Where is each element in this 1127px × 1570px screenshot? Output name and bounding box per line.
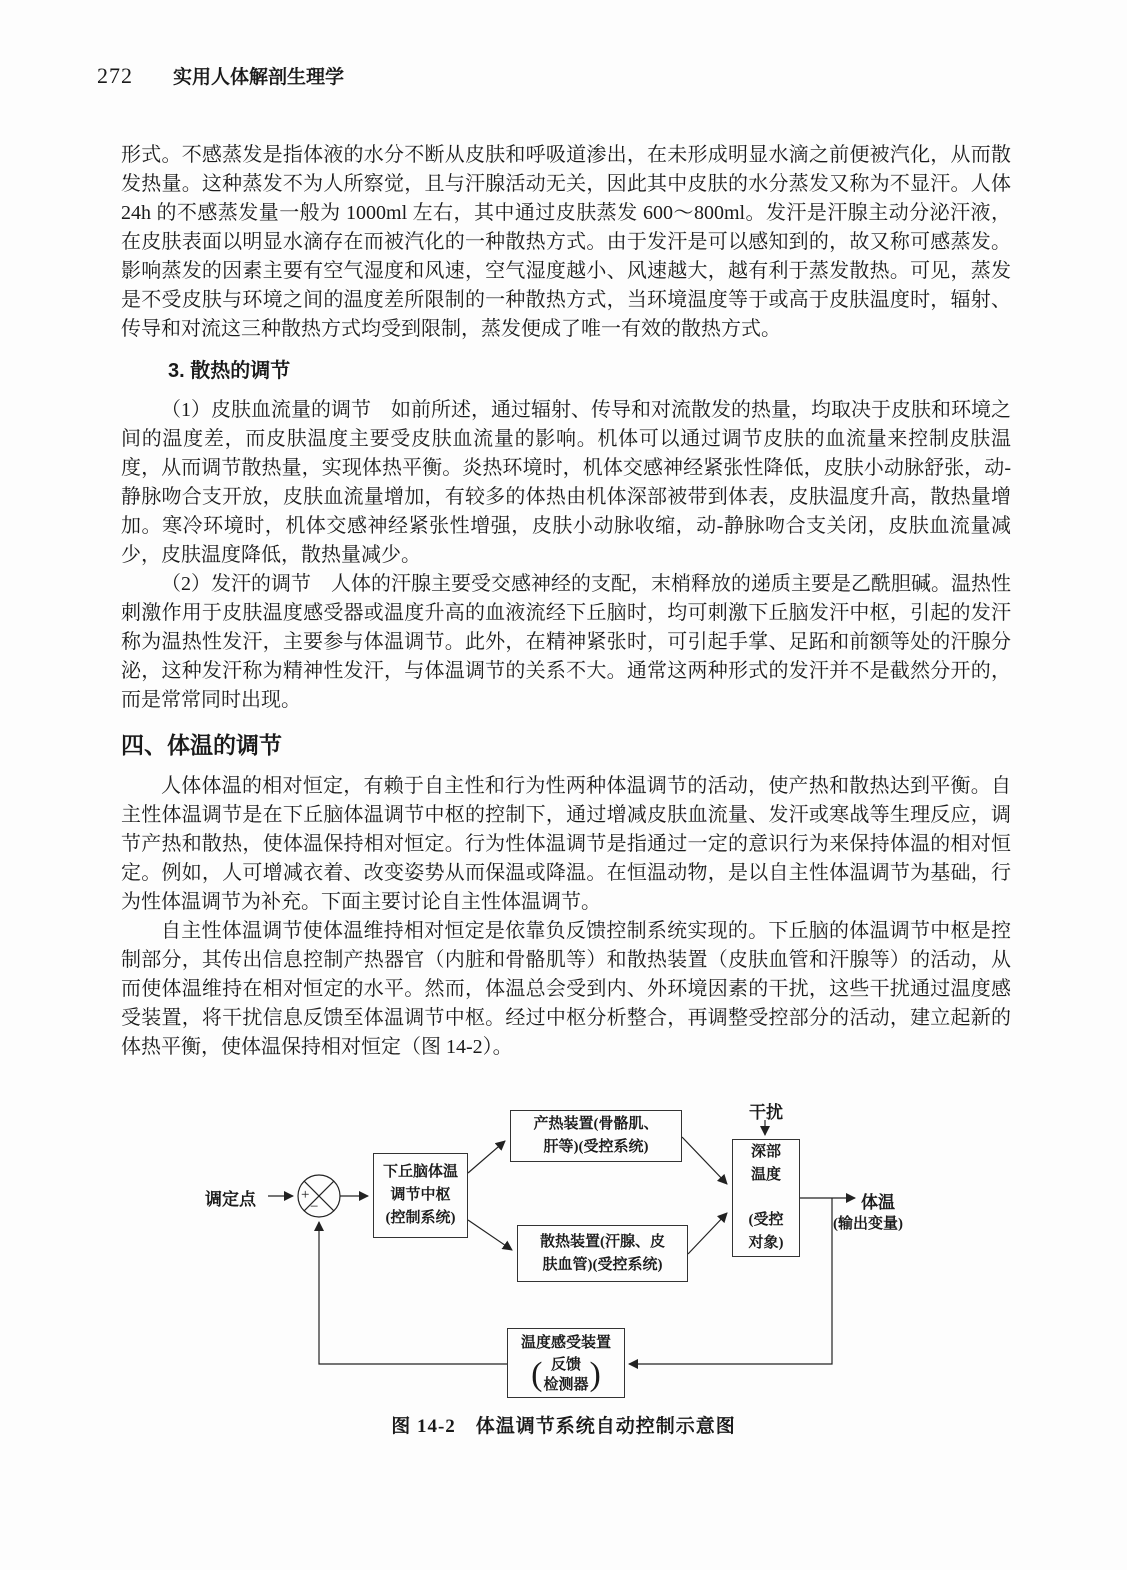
controlled-object-box (732, 1139, 800, 1257)
output-sublabel: (输出变量) (833, 1216, 903, 1232)
controlled-object-line3: (受控 (748, 1212, 784, 1228)
paragraph-negative-feedback: 自主性体温调节使体温维持相对恒定是依靠负反馈控制系统实现的。下丘脑的体温调节中枢是控制部分，其传出信息控制产热器官（内脏和骨骼肌等）和散热装置（皮肤血管和汗腺等）的活动，从而使体温维持在相对恒定的水平。然而，体温总会受到内、外环境因素的干扰，这些干扰通过温度感受装置，将干扰信息反馈至体温调节中枢。经过中枢分析整合，再调整受控部分的活动，建立起新的体热平衡，使体温保持相对恒定（图 14-2）。 (121, 920, 1011, 1058)
heat-loss-line2: 肤血管)(受控系统) (542, 1256, 663, 1273)
comparator-plus-sign: + (301, 1187, 310, 1203)
feedback-box-paren-group (530, 1355, 602, 1395)
figure-14-2 (0, 1093, 1127, 1463)
set-point-label: 调定点 (205, 1190, 256, 1209)
comparator-minus-sign: − (310, 1199, 319, 1215)
feedback-detector-box (507, 1328, 625, 1398)
control-box-line3: (控制系统) (385, 1210, 456, 1226)
body-text (121, 141, 1011, 1062)
figure-caption: 图 14-2 体温调节系统自动控制示意图 (391, 1416, 736, 1437)
running-head (97, 62, 344, 89)
feedback-box-paren-line2: 检测器 (543, 1376, 589, 1393)
right-paren-glyph: ) (589, 1355, 601, 1393)
heat-loss-box (517, 1225, 688, 1282)
paragraph-autonomic-behavioral: 人体体温的相对恒定，有赖于自主性和行为性两种体温调节的活动，使产热和散热达到平衡。自主性体温调节是在下丘脑体温调节中枢的控制下，通过增减皮肤血流量、发汗或寒战等生理反应，调节产热和散热，使体温保持相对恒定。行为性体温调节是指通过一定的意识行为来保持体温的相对恒定。例如，人可增减衣着、改变姿势从而保温或降温。在恒温动物，是以自主性体温调节为基础，行为性体温调节为补充。下面主要讨论自主性体温调节。 (121, 775, 1011, 913)
control-system-box (373, 1153, 468, 1238)
page-number: 272 (97, 63, 133, 88)
feedback-box-paren-line1: 反馈 (550, 1356, 581, 1373)
control-box-line1: 下丘脑体温 (382, 1164, 458, 1180)
feedback-box-paren-lines (543, 1355, 588, 1395)
feedback-box-title: 温度感受装置 (520, 1334, 611, 1351)
disturbance-label: 干扰 (749, 1103, 783, 1122)
heat-loss-line1: 散热装置(汗腺、皮 (540, 1233, 665, 1250)
heading-body-temperature-regulation: 四、体温的调节 (121, 732, 282, 758)
control-box-line2: 调节中枢 (390, 1187, 451, 1203)
output-label: 体温 (861, 1193, 895, 1212)
left-paren-glyph: ( (531, 1355, 543, 1393)
paragraph-evaporation: 形式。不感蒸发是指体液的水分不断从皮肤和呼吸道渗出，在未形成明显水滴之前便被汽化，从而散发热量。这种蒸发不为人所察觉，且与汗腺活动无关，因此其中皮肤的水分蒸发又称为不显汗。人体 24h 的不感蒸发量一般为 1000ml 左右，其中通过皮肤蒸发 600～800ml。发汗是汗腺主动分泌汗液，在皮肤表面以明显水滴存在而被汽化的一种散热方式。由于发汗是可以感知到的，故又称可感蒸发。影响蒸发的因素主要有空气湿度和风速，空气湿度越小、风速越大，越有利于蒸发散热。可见，蒸发是不受皮肤与环境之间的温度差所限制的一种散热方式，当环境温度等于或高于皮肤温度时，辐射、传导和对流这三种散热方式均受到限制，蒸发便成了唯一有效的散热方式。 (121, 144, 1011, 340)
heading-heat-loss-regulation: 3. 散热的调节 (168, 360, 291, 382)
heat-production-box (510, 1110, 682, 1162)
book-title: 实用人体解剖生理学 (173, 67, 345, 88)
controlled-object-line2: 温度 (750, 1167, 781, 1183)
paragraph-skin-blood-flow: （1）皮肤血流量的调节 如前所述，通过辐射、传导和对流散发的热量，均取决于皮肤和环境之间的温度差，而皮肤温度主要受皮肤血流量的影响。机体可以通过调节皮肤的血流量来控制皮肤温度，从而调节散热量，实现体热平衡。炎热环境时，机体交感神经紧张性降低，皮肤小动脉舒张，动-静脉吻合支开放，皮肤血流量增加，有较多的体热由机体深部被带到体表，皮肤温度升高，散热量增加。寒冷环境时，机体交感神经紧张性增强，皮肤小动脉收缩，动-静脉吻合支关闭，皮肤血流量减少，皮肤温度降低，散热量减少。 (121, 399, 1011, 566)
heat-production-line2: 肝等)(受控系统) (543, 1139, 649, 1155)
controlled-object-line1: 深部 (750, 1144, 781, 1160)
heat-production-line1: 产热装置(骨骼肌、 (533, 1116, 659, 1132)
controlled-object-line4: 对象) (748, 1235, 784, 1251)
paragraph-sweating-regulation: （2）发汗的调节 人体的汗腺主要受交感神经的支配，末梢释放的递质主要是乙酰胆碱。温热性刺激作用于皮肤温度感受器或温度升高的血液流经下丘脑时，均可刺激下丘脑发汗中枢，引起的发汗称为温热性发汗，主要参与体温调节。此外，在精神紧张时，可引起手掌、足跖和前额等处的汗腺分泌，这种发汗称为精神性发汗，与体温调节的关系不大。通常这两种形式的发汗并不是截然分开的，而是常常同时出现。 (121, 573, 1011, 711)
